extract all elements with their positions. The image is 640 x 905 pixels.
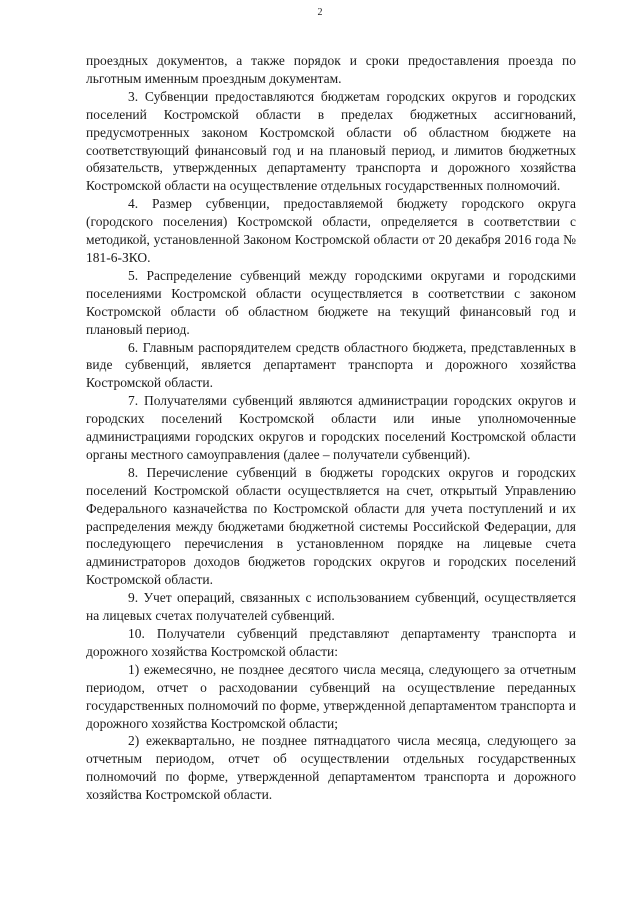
paragraph-continuation: проездных документов, а также порядок и сроки предоставления проезда по льготным именным проездным документам. [86,53,576,86]
paragraph-10-item-1: 1) ежемесячно, не позднее десятого числа месяца, следующего за отчетным периодом, отчет о расходовании субвенций на осуществление переданных государственных полномочий по форме, утвержденной департаментом транспорта и дорожного хозяйства Костромской области; [86,661,576,731]
page-number: 2 [317,7,323,18]
paragraph-6: 6. Главным распорядителем средств областного бюджета, представленных в виде субвенций, является департамент транспорта и дорожного хозяйства Костромской области. [86,339,576,391]
paragraph-10: 10. Получатели субвенций представляют департаменту транспорта и дорожного хозяйства Костромской области: [86,626,576,659]
paragraph-4: 4. Размер субвенции, предоставляемой бюджету городского округа (городского поселения) Костромской области, определяется в соответствии с методикой, установленной Законом Костромской области от 20 декабря 2016 года № 181-6-ЗКО. [86,196,576,265]
paragraph-5: 5. Распределение субвенций между городскими округами и городскими поселениями Костромской области осуществляется в соответствии с законом Костромской области об областном бюджете на текущий финансовый год и плановый период. [86,267,576,337]
document-body [86,52,576,804]
paragraph-8: 8. Перечисление субвенций в бюджеты городских округов и городских поселений Костромской области осуществляется на счет, открытый Управлению Федерального казначейства по Костромской области для учета поступлений и их распределения между бюджетами бюджетной системы Российской Федерации, для последующего перечисления в установленном порядке на лицевые счета администраторов доходов бюджетов городских округов и городских поселений Костромской области. [86,464,576,588]
paragraph-7: 7. Получателями субвенций являются администрации городских округов и городских поселений Костромской области или иные уполномоченные администрациями городских округов и городских поселений Костромской области органы местного самоуправления (далее – получатели субвенций). [86,393,576,462]
paragraph-3: 3. Субвенции предоставляются бюджетам городских округов и городских поселений Костромской области в пределах бюджетных ассигнований, предусмотренных законом Костромской области об областном бюджете на соответствующий финансовый год и на плановый период, и лимитов бюджетных обязательств, утвержденных департаменту транспорта и дорожного хозяйства Костромской области на осуществление отдельных государственных полномочий. [86,88,576,194]
paragraph-10-item-2: 2) ежеквартально, не позднее пятнадцатого числа месяца, следующего за отчетным периодом, отчет об осуществлении отдельных государственных полномочий по форме, утвержденной департаментом транспорта и дорожного хозяйства Костромской области. [86,733,576,803]
paragraph-9: 9. Учет операций, связанных с использованием субвенций, осуществляется на лицевых счетах получателей субвенций. [86,590,576,624]
